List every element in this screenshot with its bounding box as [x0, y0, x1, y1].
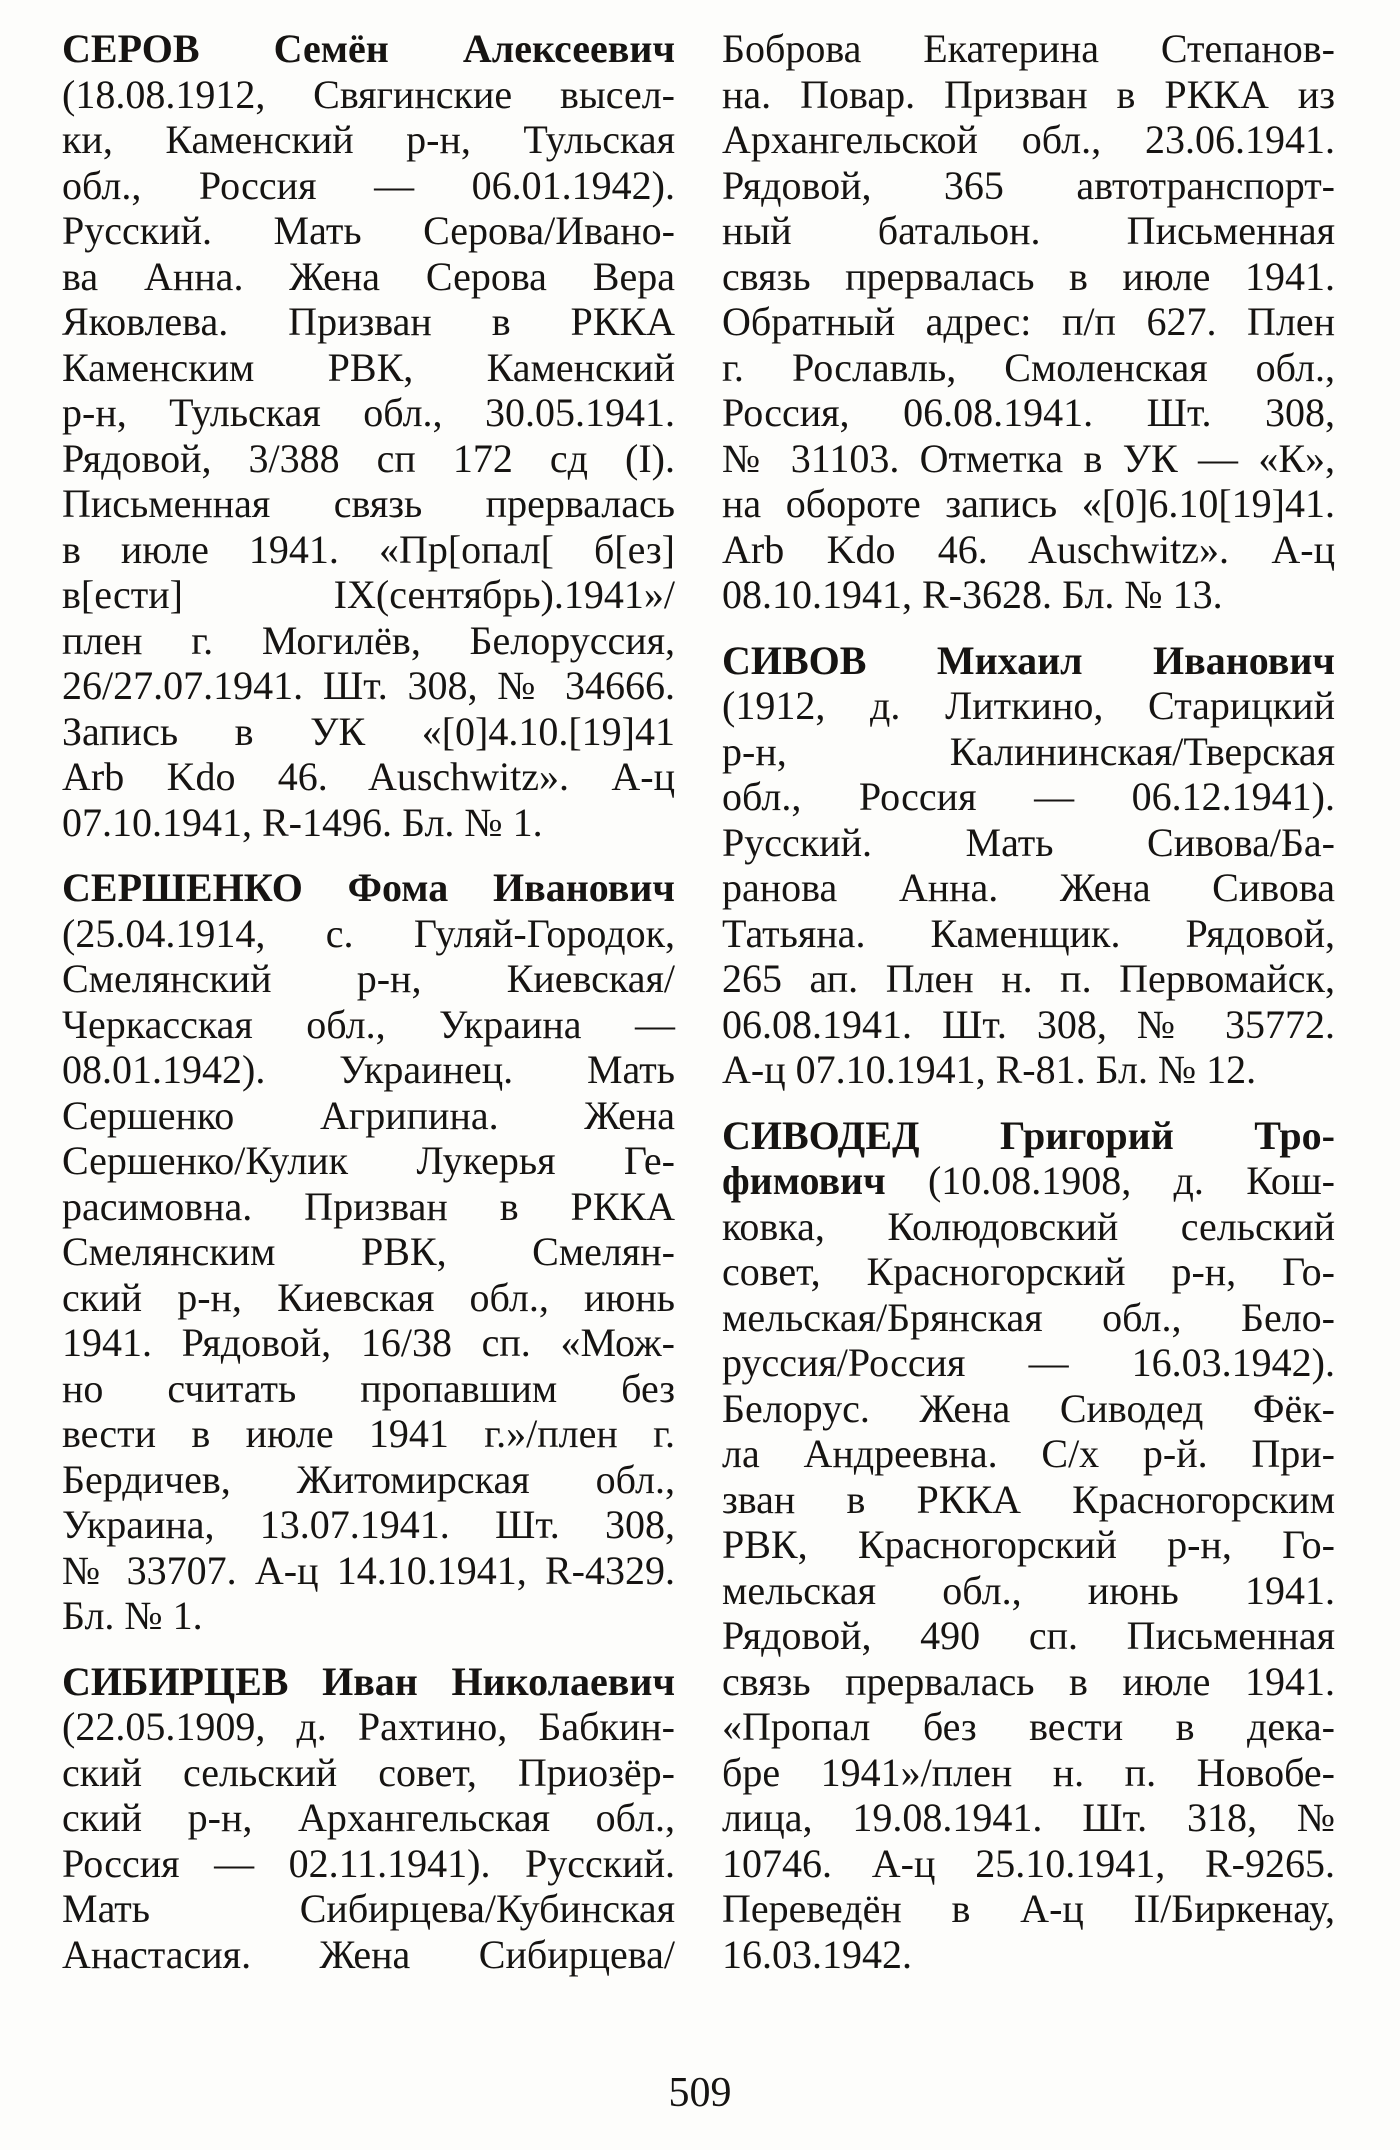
text-line: [62, 208, 675, 254]
text-line: [722, 1477, 1335, 1523]
entry-text: № 33707. А-ц 14.10.1941, R-4329.: [62, 1547, 675, 1593]
text-line: [722, 683, 1335, 729]
entry-text: вести в июле 1941 г.»/плен г.: [62, 1411, 675, 1456]
entry-text: ки, Каменский р-н, Тульская: [62, 117, 675, 162]
text-line: [62, 1229, 675, 1275]
entry-text: руссия/Россия — 16.03.1942).: [722, 1340, 1335, 1385]
text-line: [722, 1522, 1335, 1568]
text-line: [722, 1886, 1335, 1932]
entry-text: Черкасская обл., Украина —: [62, 1001, 675, 1047]
entry-text: Сершенко/Кулик Лукерья Ге-: [62, 1138, 675, 1183]
entry-text: Запись в УК «[0]4.10.[19]41: [62, 708, 675, 754]
text-line: [722, 1568, 1335, 1614]
entry-text: ла Андреевна. С/х р-й. При-: [722, 1431, 1335, 1476]
text-line: [62, 1502, 675, 1548]
entry-text: мельская обл., июнь 1941.: [722, 1567, 1335, 1613]
text-line: [722, 299, 1335, 345]
entry-text: Архангельской обл., 23.06.1941.: [722, 117, 1335, 162]
entry-text: А-ц 07.10.1941, R-81. Бл. № 12.: [722, 1047, 1257, 1092]
entry-text: 265 ап. Плен н. п. Первомайск,: [722, 956, 1335, 1001]
page-number: 509: [668, 2070, 732, 2116]
entry-heading-text: СИВОВ Михаил Иванович: [722, 637, 1335, 683]
text-line: [722, 527, 1335, 573]
text-line: [62, 163, 675, 209]
entry-text: Украина, 13.07.1941. Шт. 308,: [62, 1502, 675, 1547]
text-line: [722, 1249, 1335, 1295]
text-line: [62, 618, 675, 664]
text-line: [722, 117, 1335, 163]
entry-text: 10746. А-ц 25.10.1941, R-9265.: [722, 1840, 1335, 1886]
entry-text: 1941. Рядовой, 16/38 сп. «Мож-: [62, 1320, 675, 1365]
entry-text: г. Рославль, Смоленская обл.,: [722, 344, 1335, 390]
entry-heading-text: фимович: [722, 1158, 886, 1203]
text-line: [722, 1932, 1335, 1978]
text-line: [722, 1795, 1335, 1841]
text-line: [722, 390, 1335, 436]
entry-text: 26/27.07.1941. Шт. 308, № 34666.: [62, 663, 675, 708]
text-line: [62, 709, 675, 755]
entry-heading-text: СЕРОВ Семён Алексеевич: [62, 26, 675, 71]
text-line: [722, 72, 1335, 118]
text-line: [722, 26, 1335, 72]
entry-text: в июле 1941. «Пр[опал[ б[ез]: [62, 526, 675, 572]
entry-text: 06.08.1941. Шт. 308, № 35772.: [722, 1001, 1335, 1047]
text-line: [722, 208, 1335, 254]
entry-text: 08.01.1942). Украинец. Мать: [62, 1047, 675, 1092]
entry-text: лица, 19.08.1941. Шт. 318, №: [722, 1795, 1335, 1840]
text-line: [62, 1659, 675, 1705]
text-line: [62, 800, 675, 846]
text-line: [722, 1431, 1335, 1477]
entry-sivov: [722, 638, 1335, 1093]
entry-text: 07.10.1941, R-1496. Бл. № 1.: [62, 799, 543, 845]
entry-text: Сершенко Агрипина. Жена: [62, 1092, 675, 1138]
entry-text: Каменским РВК, Каменский: [62, 344, 675, 390]
text-line: [62, 1411, 675, 1457]
entry-text: Россия — 02.11.1941). Русский.: [62, 1840, 675, 1886]
entry-bobrova-continuation: [722, 26, 1335, 618]
entry-text: Русский. Мать Серова/Ивано-: [62, 208, 675, 253]
entry-text: Россия, 06.08.1941. Шт. 308,: [722, 390, 1335, 435]
text-line: [62, 1548, 675, 1594]
entry-text: бре 1941»/плен н. п. Новобе-: [722, 1749, 1335, 1795]
entry-text: Анастасия. Жена Сибирцева/: [62, 1931, 675, 1977]
entry-text: Обратный адрес: п/п 627. Плен: [722, 299, 1335, 344]
text-line: [62, 1841, 675, 1887]
text-line: [722, 1386, 1335, 1432]
entry-text: Arb Kdo 46. Auschwitz». А-ц: [62, 754, 675, 799]
entry-text: «Пропал без вести в дека-: [722, 1704, 1335, 1749]
text-line: [62, 1093, 675, 1139]
entry-text: РВК, Красногорский р-н, Го-: [722, 1522, 1335, 1567]
text-line: [62, 299, 675, 345]
entry-text: но считать пропавшим без: [62, 1365, 675, 1411]
text-line: [62, 390, 675, 436]
entry-text: ва Анна. Жена Серова Вера: [62, 253, 675, 299]
entry-heading-text: СЕРШЕНКО Фома Иванович: [62, 865, 675, 910]
entry-text: в[ести] IX(сентябрь).1941»/: [62, 572, 675, 617]
entry-text: обл., Россия — 06.01.1942).: [62, 162, 675, 208]
entry-text: ранова Анна. Жена Сивова: [722, 865, 1335, 910]
entry-sivoded: [722, 1113, 1335, 1978]
entry-text: 08.10.1941, R-3628. Бл. № 13.: [722, 572, 1223, 617]
entry-text: (18.08.1912, Свягинские высел-: [62, 71, 675, 117]
entry-sershenko: [62, 865, 675, 1639]
entry-text: ный батальон. Письменная: [722, 208, 1335, 253]
entry-text: Смелянским РВК, Смелян-: [62, 1229, 675, 1274]
text-line: [722, 1047, 1335, 1093]
entry-text: Бл. № 1.: [62, 1593, 203, 1638]
text-line: [722, 345, 1335, 391]
entry-text: (10.08.1908, д. Кош-: [885, 1158, 1335, 1203]
text-line: [722, 481, 1335, 527]
entry-text: Письменная связь прервалась: [62, 481, 675, 526]
text-line: [62, 1750, 675, 1796]
text-line: [722, 911, 1335, 957]
entry-text: Рядовой, 365 автотранспорт-: [722, 162, 1335, 208]
entry-text: Мать Сибирцева/Кубинская: [62, 1886, 675, 1931]
text-line: [62, 1047, 675, 1093]
entry-text: Arb Kdo 46. Auschwitz». А-ц: [722, 526, 1335, 572]
entry-text: Бердичев, Житомирская обл.,: [62, 1456, 675, 1502]
entry-text: (1912, д. Литкино, Старицкий: [722, 683, 1335, 728]
entry-text: (25.04.1914, с. Гуляй-Городок,: [62, 910, 675, 956]
entry-serov: [62, 26, 675, 845]
entry-text: ский р-н, Киевская обл., июнь: [62, 1274, 675, 1320]
left-column: [62, 26, 675, 1977]
entry-text: Переведён в А-ц II/Биркенау,: [722, 1886, 1335, 1931]
text-line: [722, 1113, 1335, 1159]
text-line: [722, 820, 1335, 866]
entry-text: на. Повар. Призван в РККА из: [722, 71, 1335, 117]
text-line: [722, 1659, 1335, 1705]
entry-text: совет, Красногорский р-н, Го-: [722, 1249, 1335, 1294]
entry-text: р-н, Калининская/Тверская: [722, 728, 1335, 774]
text-line: [62, 72, 675, 118]
text-line: [722, 163, 1335, 209]
text-line: [62, 1795, 675, 1841]
entry-text: зван в РККА Красногорским: [722, 1476, 1335, 1522]
text-line: [62, 572, 675, 618]
text-line: [62, 1593, 675, 1639]
text-line: [62, 254, 675, 300]
entry-text: ский сельский совет, Приозёр-: [62, 1749, 675, 1795]
text-line: [62, 663, 675, 709]
text-line: [62, 1704, 675, 1750]
entry-heading-text: СИВОДЕД Григорий Тро-: [722, 1112, 1335, 1158]
entry-text: обл., Россия — 06.12.1941).: [722, 774, 1335, 819]
text-line: [62, 911, 675, 957]
text-line: [62, 956, 675, 1002]
text-line: [722, 1204, 1335, 1250]
entry-text: расимовна. Призван в РККА: [62, 1183, 675, 1229]
entry-text: Рядовой, 3/388 сп 172 сд (I).: [62, 435, 675, 481]
entry-text: связь прервалась в июле 1941.: [722, 253, 1335, 299]
entry-text: Яковлева. Призван в РККА: [62, 299, 675, 344]
text-line: [62, 754, 675, 800]
text-line: [722, 1704, 1335, 1750]
text-line: [62, 865, 675, 911]
text-line: [62, 117, 675, 163]
entry-text: 16.03.1942.: [722, 1931, 912, 1977]
entry-text: Смелянский р-н, Киевская/: [62, 956, 675, 1001]
entry-text: № 31103. Отметка в УК — «К»,: [722, 435, 1335, 481]
text-line: [722, 1295, 1335, 1341]
text-line: [62, 1457, 675, 1503]
text-line: [722, 774, 1335, 820]
text-line: [62, 436, 675, 482]
entry-text: ский р-н, Архангельская обл.,: [62, 1795, 675, 1840]
right-column: [722, 26, 1335, 1977]
text-line: [722, 1002, 1335, 1048]
text-line: [62, 1320, 675, 1366]
text-line: [722, 729, 1335, 775]
entry-text: мельская/Брянская обл., Бело-: [722, 1294, 1335, 1340]
text-line: [722, 572, 1335, 618]
text-line: [62, 26, 675, 72]
entry-text: плен г. Могилёв, Белоруссия,: [62, 617, 675, 663]
entry-text: Татьяна. Каменщик. Рядовой,: [722, 910, 1335, 956]
text-line: [62, 1184, 675, 1230]
text-line: [722, 956, 1335, 1002]
text-line: [722, 1158, 1335, 1204]
text-line: [722, 254, 1335, 300]
text-line: [62, 1366, 675, 1412]
entry-text: (22.05.1909, д. Рахтино, Бабкин-: [62, 1704, 675, 1749]
text-line: [62, 1275, 675, 1321]
text-line: [722, 638, 1335, 684]
text-line: [62, 1002, 675, 1048]
entry-text: Белорус. Жена Сиводед Фёк-: [722, 1385, 1335, 1431]
entry-text: связь прервалась в июле 1941.: [722, 1658, 1335, 1704]
text-line: [62, 1886, 675, 1932]
entry-text: Рядовой, 490 сп. Письменная: [722, 1613, 1335, 1658]
text-line: [722, 1340, 1335, 1386]
entry-text: Русский. Мать Сивова/Ба-: [722, 819, 1335, 865]
text-line: [62, 1138, 675, 1184]
text-line: [62, 527, 675, 573]
text-line: [722, 1841, 1335, 1887]
entry-sibirtsev: [62, 1659, 675, 1978]
entry-text: р-н, Тульская обл., 30.05.1941.: [62, 390, 675, 435]
entry-heading-text: СИБИРЦЕВ Иван Николаевич: [62, 1658, 675, 1704]
text-line: [62, 481, 675, 527]
text-line: [62, 1932, 675, 1978]
text-line: [722, 865, 1335, 911]
entry-text: на обороте запись «[0]6.10[19]41.: [722, 481, 1335, 526]
entry-text: Боброва Екатерина Степанов-: [722, 26, 1335, 71]
text-line: [722, 1750, 1335, 1796]
text-line: [722, 1613, 1335, 1659]
entry-text: ковка, Колюдовский сельский: [722, 1203, 1335, 1249]
text-line: [722, 436, 1335, 482]
text-line: [62, 345, 675, 391]
